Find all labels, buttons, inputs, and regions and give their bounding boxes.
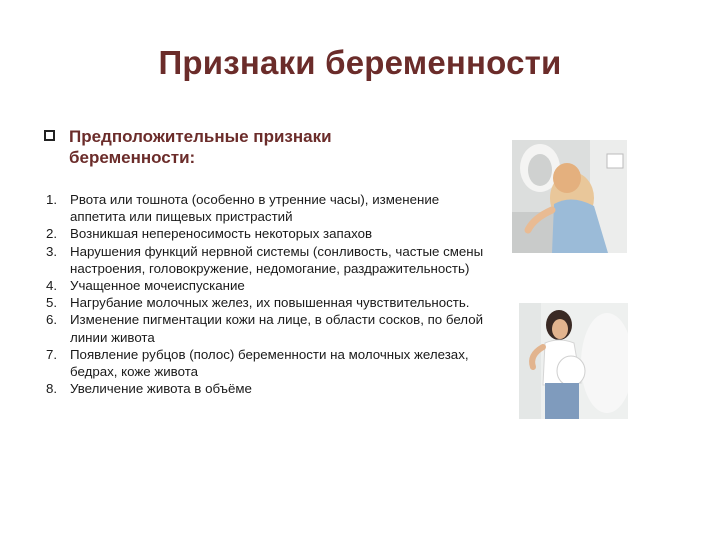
item-text: Изменение пигментации кожи на лице, в области сосков, по белой линии живота <box>70 312 484 345</box>
item-number: 4. <box>46 278 58 294</box>
list-item <box>46 311 486 345</box>
item-number: 6. <box>46 312 58 328</box>
list-item <box>46 243 486 277</box>
photo-nausea <box>512 140 627 253</box>
item-number: 8. <box>46 381 58 397</box>
signs-list <box>46 191 486 397</box>
item-text: Появление рубцов (полос) беременности на молочных железах, бедрах, коже живота <box>70 346 469 380</box>
item-text: Нарушения функций нервной системы (сонливость, частые смены настроения, головокружение, недомогание, раздражительность) <box>70 243 484 276</box>
item-text: Учащенное мочеиспускание <box>70 278 245 294</box>
photo-pregnant-illustration <box>519 303 628 419</box>
item-text: Рвота или тошнота (особенно в утренние часы), изменение аппетита или пищевых пристрастий <box>70 192 440 225</box>
item-text: Нагрубание молочных желез, их повышенная чувствительность. <box>70 295 470 311</box>
item-number: 3. <box>46 243 58 259</box>
list-item <box>46 225 486 242</box>
subtitle-row <box>44 126 464 168</box>
list-item <box>46 346 486 380</box>
list-item <box>46 191 486 225</box>
list-item <box>46 380 486 397</box>
photo-nausea-illustration <box>512 140 627 253</box>
item-text: Увеличение живота в объёме <box>70 381 252 397</box>
checkbox-bullet-icon <box>44 130 55 141</box>
slide-subtitle: Предположительные признаки беременности: <box>69 127 332 167</box>
slide-title: Признаки беременности <box>158 44 562 81</box>
photo-pregnant-woman <box>519 303 628 419</box>
list-item <box>46 294 486 311</box>
item-number: 1. <box>46 192 58 207</box>
list-item <box>46 277 486 294</box>
item-text: Возникшая непереносимость некоторых запахов <box>70 226 373 242</box>
item-number: 5. <box>46 295 58 311</box>
item-number: 7. <box>46 346 58 362</box>
item-number: 2. <box>46 226 58 242</box>
